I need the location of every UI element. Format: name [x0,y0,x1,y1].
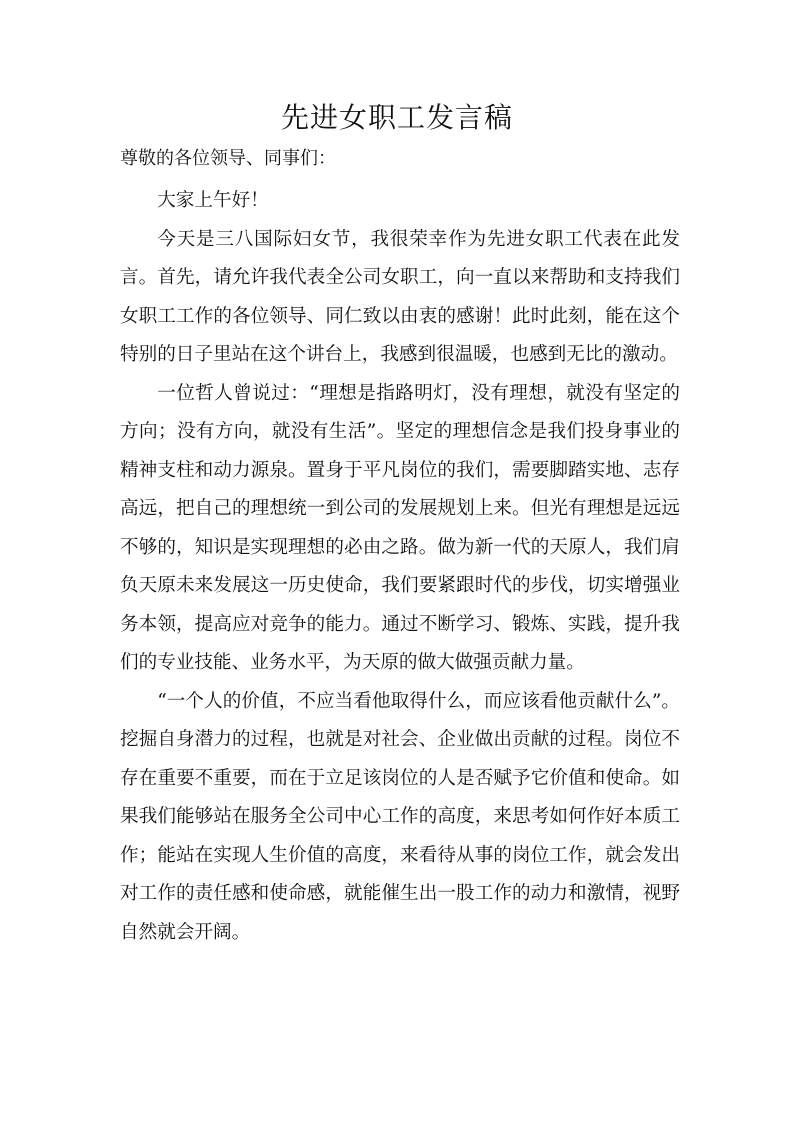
document-title: 先进女职工发言稿 [280,101,513,134]
paragraph-ideals: 一位哲人曾说过：“理想是指路明灯，没有理想，就没有坚定的方向；没有方向，就没有生活”。坚定的理想信念是我们投身事业的精神支柱和动力源泉。置身于平凡岗位的我们，需要脚踏实地、志存高远，把自己的理想统一到公司的发展规划上来。但光有理想是远远不够的，知识是实现理想的必由之路。做为新一代的天原人，我们肩负天原未来发展这一历史使命，我们要紧跟时代的步伐，切实增强业务本领，提高应对竞争的能力。通过不断学习、锻炼、实践，提升我们的专业技能、业务水平，为天原的做大做强贡献力量。 [120,382,680,673]
paragraph-greeting: 大家上午好！ [157,190,269,211]
paragraph-value: “一个人的价值，不应当看他取得什么，而应该看他贡献什么”。挖掘自身潜力的过程，也就是对社会、企业做出贡献的过程。岗位不存在重要不重要，而在于立足该岗位的人是否赋予它价值和使命。如果我们能够站在服务全公司中心工作的高度，来思考如何作好本质工作；能站在实现人生价值的高度，来看待从事的岗位工作，就会发出对工作的责任感和使命感，就能催生出一股工作的动力和激情，视野自然就会开阔。 [120,690,680,943]
paragraph-womens-day: 今天是三八国际妇女节，我很荣幸作为先进女职工代表在此发言。首先，请允许我代表全公司女职工，向一直以来帮助和支持我们女职工工作的各位领导、同仁致以由衷的感谢！此时此刻，能在这个特别的日子里站在这个讲台上，我感到很温暖，也感到无比的激动。 [120,228,680,365]
speech-body [120,182,680,952]
salutation: 尊敬的各位领导、同事们： [120,148,336,169]
